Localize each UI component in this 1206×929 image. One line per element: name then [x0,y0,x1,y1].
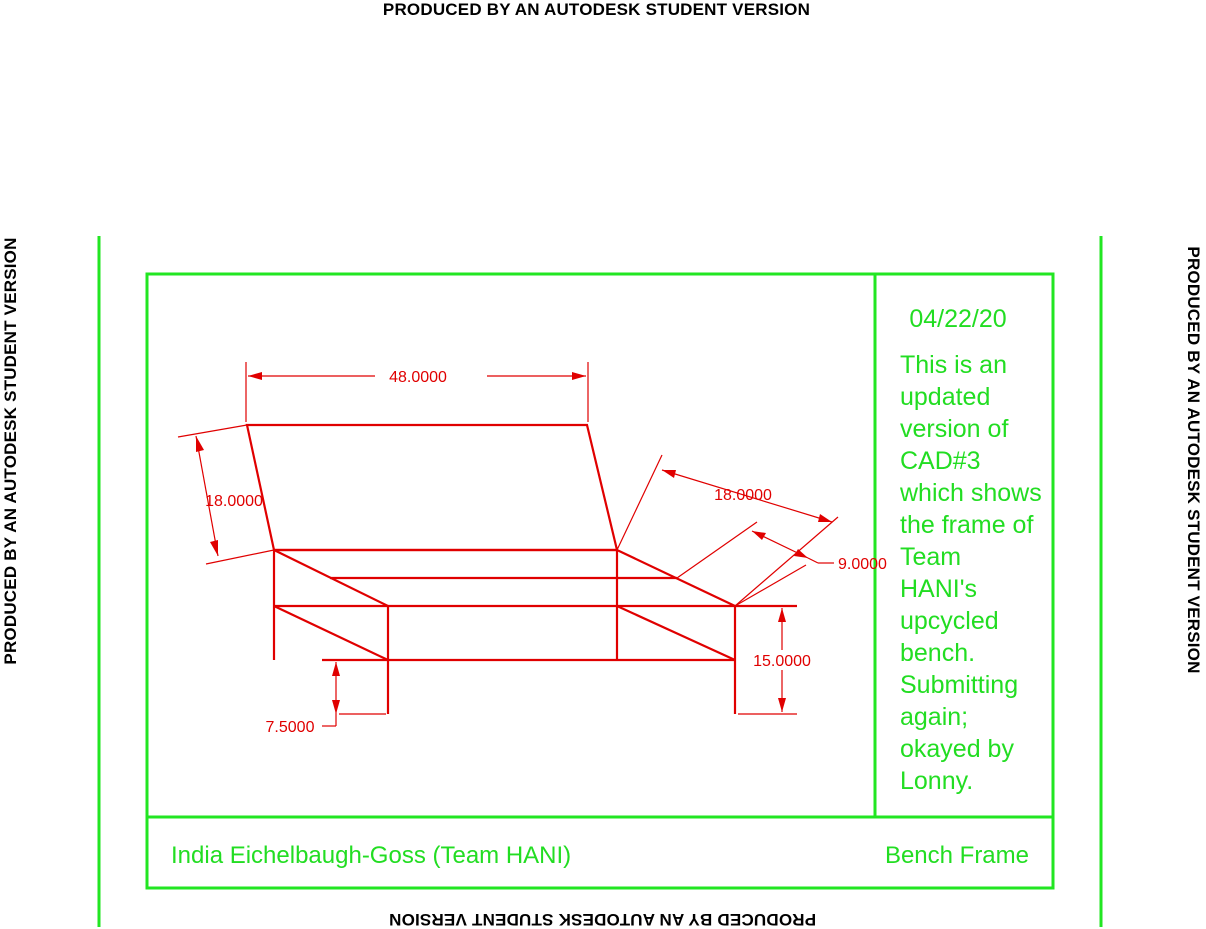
dim-back-height-label: 18.0000 [205,493,263,510]
bench-frame [247,425,797,714]
dim-arm-length-label: 18.0000 [714,487,772,504]
notes-line: updated [900,383,991,411]
right-brace [617,606,735,660]
notes-date: 04/22/20 [909,305,1007,333]
dim-seat-height [738,608,811,714]
watermark-left: PRODUCED BY AN AUTODESK STUDENT VERSION [1,237,20,665]
notes-line: okayed by [900,735,1014,763]
notes-line: Team [900,543,962,571]
notes-line: the frame of [900,511,1034,539]
watermark-top: PRODUCED BY AN AUTODESK STUDENT VERSION [382,0,811,19]
drawing-title: Bench Frame [884,842,1029,869]
watermark-bottom: PRODUCED BY AN AUTODESK STUDENT VERSION [388,910,817,929]
dim-arm-inner-label: 9.0000 [838,556,887,573]
notes-line: Submitting [900,671,1019,699]
dim-width-label: 48.0000 [389,369,447,386]
watermark-right: PRODUCED BY AN AUTODESK STUDENT VERSION [1184,246,1203,674]
notes-line: Lonny. [900,767,974,795]
notes-line: HANI's [900,575,978,603]
dim-back-height [178,425,274,564]
left-brace [274,606,388,660]
notes-line: This is an [900,351,1007,379]
author-label: India Eichelbaugh-Goss (Team HANI) [171,842,572,869]
dim-leg-offset [266,662,386,736]
dim-leg-offset-label: 7.5000 [265,719,315,736]
notes-line: which shows [900,479,1042,507]
notes-line: bench. [900,639,976,667]
dim-arm-length [617,455,838,606]
notes-line: version of [900,415,1009,443]
bench-backrest [247,425,617,550]
dim-width [246,362,588,422]
notes-line: CAD#3 [900,447,981,475]
notes-text [899,351,1042,795]
dim-seat-height-label: 15.0000 [753,653,811,670]
notes-line: upcycled [900,607,999,635]
notes-line: again; [900,703,969,731]
